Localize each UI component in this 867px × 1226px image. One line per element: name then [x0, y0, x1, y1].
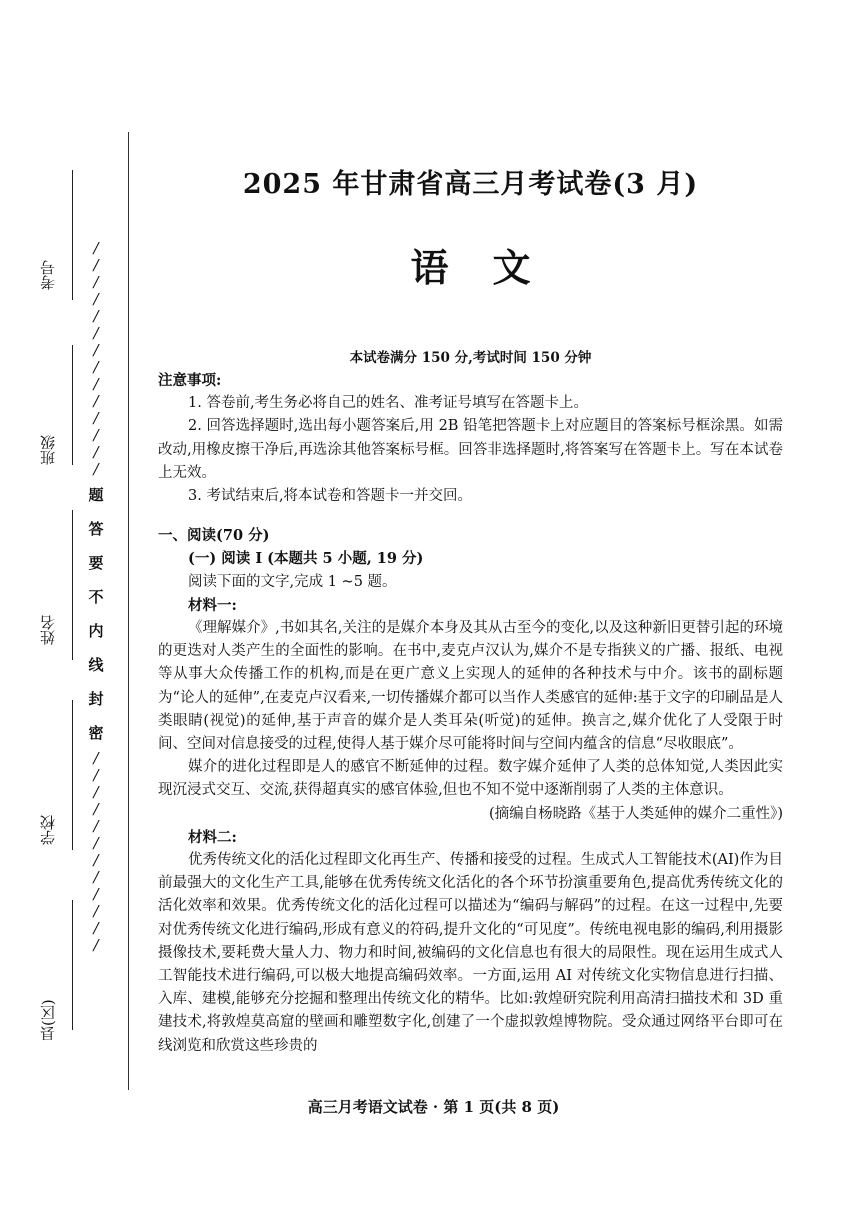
field-line-exam-number	[72, 170, 73, 300]
seal-char: 内	[88, 622, 104, 640]
exam-body	[158, 369, 783, 1058]
seal-char: 不	[88, 588, 104, 606]
notice-item: 1. 答卷前,考生务必将自己的姓名、准考证号填写在答题卡上。	[188, 395, 589, 412]
seal-char: 答	[88, 520, 104, 538]
section-subheading: (一) 阅读 I (本题共 5 小题, 19 分)	[188, 550, 424, 568]
seal-line: / / / / / / / / / / / / / / 题 答 要 不 内 线 封 密 / / / / / / / / / / / /	[85, 240, 107, 960]
field-label-exam-number: 考号	[39, 260, 57, 290]
seal-char: 密	[88, 724, 104, 742]
binding-margin	[0, 0, 140, 1226]
seal-char: 要	[88, 554, 104, 572]
field-label-school: 学校	[39, 815, 57, 845]
field-label-county: 县(区)	[39, 999, 57, 1041]
material-label: 材料二:	[188, 828, 237, 846]
material-paragraph: 媒介的进化过程即是人的感官不断延伸的过程。数字媒介延伸了人类的总体知觉,人类因此实现沉浸式交互、交流,获得超真实的感官体验,但也不知不觉中逐渐削弱了人类的主体意识。	[158, 759, 783, 799]
field-line-school	[72, 700, 73, 850]
exam-title: 2025 年甘肃省高三月考试卷(3 月)	[242, 169, 699, 200]
subject-title: 语文	[410, 245, 575, 290]
section-instruction: 阅读下面的文字,完成 1 ~5 题。	[188, 573, 397, 590]
notice-heading: 注意事项:	[158, 372, 222, 389]
seal-char: 题	[88, 486, 104, 504]
page-footer: 高三月考语文试卷 · 第 1 页(共 8 页)	[307, 1098, 560, 1116]
material-label: 材料一:	[188, 596, 237, 614]
field-label-class: 班级	[39, 435, 57, 465]
material-paragraph: 优秀传统文化的活化过程即文化再生产、传播和接受的过程。生成式人工智能技术(AI)作为目前最强大的文化生产工具,能够在优秀传统文化活化的各个环节扮演重要角色,提高优秀传统文化的活化效率和效果。优秀传统文化的活化过程可以描述为“编码与解码”的过程。在这一过程中,先要对优秀传统文化进行编码,形成有意义的符码,提升文化的“可见度”。传统电视电影的编码,利用摄影摄像技术,要耗费大量人力、物力和时间,被编码的文化信息也有很大的局限性。现在运用生成式人工智能技术进行编码,可以极大地提高编码效率。一方面,运用 AI 对传统文化实物信息进行扫描、入库、建模,能够充分挖掘和整理出传统文化的精华。比如:敦煌研究院利用高清扫描技术和 3D 重建技术,将敦煌莫高窟的壁画和雕塑数字化,创建了一个虚拟敦煌博物院。受众通过网络平台即可在线浏览和欣赏这些珍贵的	[158, 852, 783, 1054]
field-line-name	[72, 510, 73, 660]
field-line-class	[72, 345, 73, 465]
notice-item: 2. 回答选择题时,选出每小题答案后,用 2B 铅笔把答题卡上对应题目的答案标号框涂黑。如需改动,用橡皮擦干净后,再选涂其他答案标号框。回答非选择题时,将答案写在答题卡上。写在本试卷上无效。	[158, 418, 783, 481]
margin-border	[128, 132, 129, 1090]
field-label-name: 姓名	[39, 615, 57, 645]
seal-char: 封	[88, 690, 104, 708]
section-heading: 一、阅读(70 分)	[158, 527, 270, 545]
seal-char: 线	[88, 656, 104, 674]
material-paragraph: 《理解媒介》,书如其名,关注的是媒介本身及其从古至今的变化,以及这种新旧更替引起的环境的更迭对人类产生的全面性的影响。在书中,麦克卢汉认为,媒介不是专指狭义的广播、报纸、电视等从事大众传播工作的机构,而是在更广意义上实现人的延伸的各种技术与中介。该书的副标题为“论人的延伸”,在麦克卢汉看来,一切传播媒介都可以当作人类感官的延伸:基于文字的印刷品是人类眼睛(视觉)的延伸,基于声音的媒介是人类耳朵(听觉)的延伸。换言之,媒介优化了人受限于时间、空间对信息接受的过程,使得人基于媒介尽可能将时间与空间内蕴含的信息“尽收眼底”。	[158, 620, 783, 753]
field-line-county	[72, 900, 73, 1030]
exam-info: 本试卷满分 150 分,考试时间 150 分钟	[349, 350, 592, 366]
material-source: (摘编自杨晓路《基于人类延伸的媒介二重性》)	[488, 805, 783, 822]
notice-item: 3. 考试结束后,将本试卷和答题卡一并交回。	[188, 488, 473, 505]
